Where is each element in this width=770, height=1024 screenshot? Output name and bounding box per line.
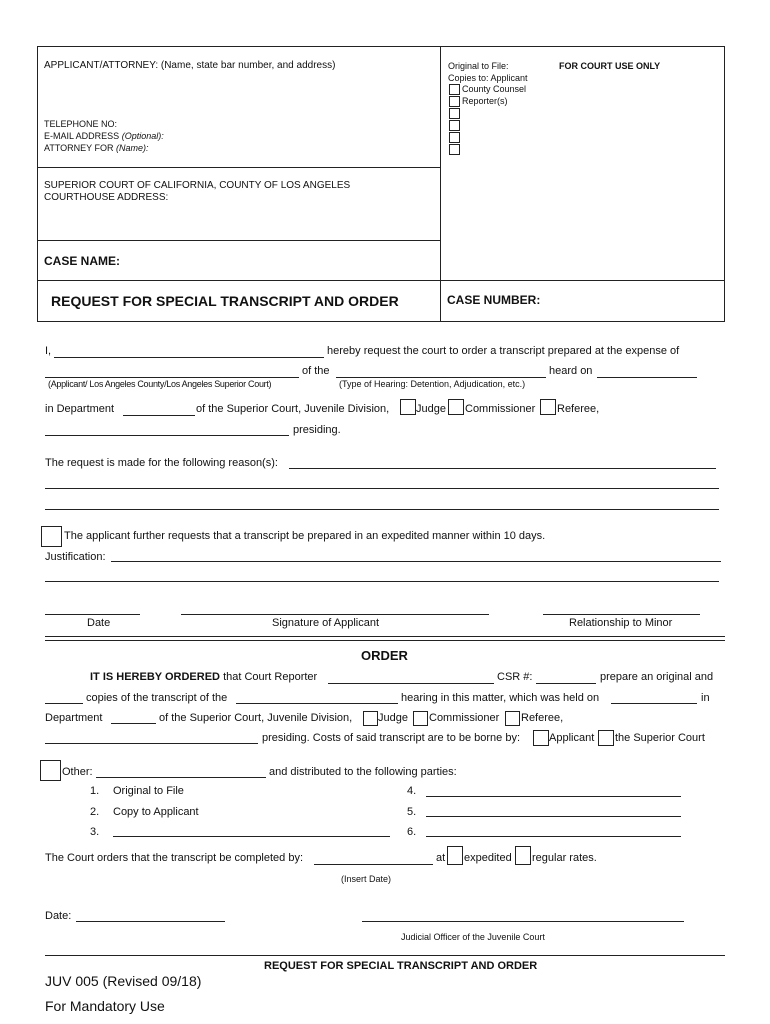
order-presiding-field[interactable] bbox=[45, 743, 258, 744]
case-name-label: CASE NAME: bbox=[44, 254, 121, 268]
csr-label: CSR #: bbox=[497, 671, 533, 683]
presiding-text: presiding. bbox=[293, 424, 341, 436]
costs-superior-court-checkbox[interactable] bbox=[598, 730, 614, 746]
section-divider-bottom bbox=[45, 640, 725, 641]
other-field[interactable] bbox=[96, 777, 266, 778]
header-rule-3 bbox=[37, 280, 725, 281]
justification-label: Justification: bbox=[45, 551, 106, 563]
completed-by-text: The Court orders that the transcript be completed by: bbox=[45, 852, 304, 864]
order-date-field[interactable] bbox=[76, 921, 225, 922]
presiding-officer-field[interactable] bbox=[45, 435, 289, 436]
costs-other-checkbox[interactable] bbox=[40, 760, 61, 781]
copies-of-text: copies of the transcript of the bbox=[86, 692, 228, 704]
date-signature-line[interactable] bbox=[45, 614, 140, 615]
copies-count-field[interactable] bbox=[45, 703, 83, 704]
reason-field-line2[interactable] bbox=[45, 488, 719, 489]
reason-field-line3[interactable] bbox=[45, 509, 719, 510]
court-use-only-label: FOR COURT USE ONLY bbox=[559, 61, 661, 71]
party-1-number: 1. bbox=[90, 785, 100, 797]
relationship-caption: Relationship to Minor bbox=[569, 617, 673, 629]
courthouse-address-label: COURTHOUSE ADDRESS: bbox=[44, 192, 169, 203]
ordered-line bbox=[90, 671, 317, 683]
request-line1-prefix: I, bbox=[45, 345, 52, 357]
that-reporter-text: that Court Reporter bbox=[223, 671, 318, 683]
order-commissioner-label: Commissioner bbox=[429, 712, 500, 724]
section-divider-top bbox=[45, 636, 725, 637]
request-line1-suffix: hereby request the court to order a transcript prepared at the expense of bbox=[327, 345, 680, 357]
order-commissioner-checkbox[interactable] bbox=[413, 711, 428, 726]
department-field[interactable] bbox=[123, 415, 195, 416]
costs-applicant-checkbox[interactable] bbox=[533, 730, 549, 746]
order-department-text: Department bbox=[45, 712, 103, 724]
date-caption: Date bbox=[87, 617, 111, 629]
mandatory-use-text: For Mandatory Use bbox=[45, 998, 165, 1014]
referee-label: Referee, bbox=[557, 403, 600, 415]
form-code: JUV 005 (Revised 09/18) bbox=[45, 973, 202, 989]
hearing-type-field[interactable] bbox=[336, 377, 546, 378]
signature-caption: Signature of Applicant bbox=[272, 617, 380, 629]
order-heading: ORDER bbox=[361, 648, 408, 663]
copy-checkbox-blank[interactable] bbox=[449, 120, 460, 131]
copy-checkbox-blank[interactable] bbox=[449, 132, 460, 143]
applicant-signature-line[interactable] bbox=[181, 614, 489, 615]
telephone-label: TELEPHONE NO: bbox=[44, 119, 118, 129]
heard-on-date-field[interactable] bbox=[597, 377, 697, 378]
party-6-number: 6. bbox=[407, 826, 417, 838]
case-number-label: CASE NUMBER: bbox=[447, 293, 541, 307]
party-3-number: 3. bbox=[90, 826, 100, 838]
expedited-rate-checkbox[interactable] bbox=[447, 846, 463, 865]
reporters-checkbox[interactable] bbox=[449, 96, 460, 107]
county-counsel-checkbox[interactable] bbox=[449, 84, 460, 95]
order-referee-label: Referee, bbox=[521, 712, 564, 724]
order-referee-checkbox[interactable] bbox=[505, 711, 520, 726]
justification-field-line2[interactable] bbox=[45, 581, 719, 582]
costs-applicant-label: Applicant bbox=[549, 732, 595, 744]
reason-label: The request is made for the following reason(s): bbox=[45, 457, 278, 469]
attorney-for-label bbox=[44, 143, 149, 153]
attorney-for-text: ATTORNEY FOR bbox=[44, 143, 114, 153]
commissioner-label: Commissioner bbox=[465, 403, 536, 415]
copy-checkbox-blank[interactable] bbox=[449, 108, 460, 119]
judicial-officer-caption: Judicial Officer of the Juvenile Court bbox=[401, 932, 545, 942]
footer-rule bbox=[45, 955, 725, 956]
email-optional-text: (Optional): bbox=[121, 131, 164, 141]
header-rule-2 bbox=[37, 240, 440, 241]
in-department-text: in Department bbox=[45, 403, 115, 415]
reporters-label: Reporter(s) bbox=[462, 96, 508, 106]
ordered-bold-text: IT IS HEREBY ORDERED bbox=[90, 671, 220, 683]
party-4-number: 4. bbox=[407, 785, 417, 797]
distributed-text: and distributed to the following parties: bbox=[269, 766, 457, 778]
party-5-field[interactable] bbox=[426, 816, 681, 817]
regular-rate-label: regular rates. bbox=[532, 852, 597, 864]
county-counsel-label: County Counsel bbox=[462, 84, 527, 94]
party-3-field[interactable] bbox=[113, 836, 390, 837]
party-5-number: 5. bbox=[407, 806, 417, 818]
prepare-text: prepare an original and bbox=[600, 671, 714, 683]
hearing-matter-text: hearing in this matter, which was held on bbox=[401, 692, 600, 704]
order-hearing-type-field[interactable] bbox=[236, 703, 398, 704]
of-the-text: of the bbox=[302, 365, 330, 377]
order-judge-checkbox[interactable] bbox=[363, 711, 378, 726]
expedited-request-text: The applicant further requests that a transcript be prepared in an expedited manner within 10 days. bbox=[64, 530, 546, 542]
expense-party-field[interactable] bbox=[45, 377, 299, 378]
party-1-text: Original to File bbox=[113, 785, 184, 797]
order-department-field[interactable] bbox=[111, 723, 156, 724]
presiding-costs-text: presiding. Costs of said transcript are to be borne by: bbox=[262, 732, 521, 744]
in-text: in bbox=[701, 692, 710, 704]
order-judge-label: Judge bbox=[378, 712, 408, 724]
judicial-officer-signature-line[interactable] bbox=[362, 921, 684, 922]
judge-label: Judge bbox=[416, 403, 446, 415]
applicant-name-field[interactable] bbox=[54, 357, 324, 358]
reason-field-line1[interactable] bbox=[289, 468, 716, 469]
applicant-attorney-label: APPLICANT/ATTORNEY: (Name, state bar number, and address) bbox=[44, 60, 336, 71]
header-rule-1 bbox=[37, 167, 440, 168]
csr-number-field[interactable] bbox=[536, 683, 596, 684]
regular-rate-checkbox[interactable] bbox=[515, 846, 531, 865]
copy-checkbox-blank[interactable] bbox=[449, 144, 460, 155]
other-label: Other: bbox=[62, 766, 93, 778]
email-label-text: E-MAIL ADDRESS bbox=[44, 131, 120, 141]
insert-date-hint: (Insert Date) bbox=[341, 874, 392, 884]
at-text: at bbox=[436, 852, 446, 864]
costs-superior-court-label: the Superior Court bbox=[615, 732, 705, 744]
referee-checkbox[interactable] bbox=[540, 399, 556, 415]
party-2-text: Copy to Applicant bbox=[113, 806, 199, 818]
expedited-rate-label: expedited bbox=[464, 852, 512, 864]
party-6-field[interactable] bbox=[426, 836, 681, 837]
commissioner-checkbox[interactable] bbox=[448, 399, 464, 415]
expedited-request-checkbox[interactable] bbox=[41, 526, 62, 547]
hearing-type-hint: (Type of Hearing: Detention, Adjudication, etc.) bbox=[339, 379, 526, 389]
completion-date-field[interactable] bbox=[314, 864, 433, 865]
party-2-number: 2. bbox=[90, 806, 100, 818]
justification-field-line1[interactable] bbox=[111, 561, 721, 562]
original-to-file-label: Original to File: bbox=[448, 61, 509, 71]
held-on-date-field[interactable] bbox=[611, 703, 697, 704]
order-superior-court-text: of the Superior Court, Juvenile Division, bbox=[159, 712, 353, 724]
reporter-name-field[interactable] bbox=[328, 683, 494, 684]
request-of-superior-court-text: of the Superior Court, Juvenile Division, bbox=[196, 403, 390, 415]
applicant-hint: (Applicant/ Los Angeles County/Los Angeles Superior Court) bbox=[48, 379, 272, 389]
relationship-signature-line[interactable] bbox=[543, 614, 700, 615]
email-label bbox=[44, 131, 164, 141]
court-name: SUPERIOR COURT OF CALIFORNIA, COUNTY OF LOS ANGELES bbox=[44, 180, 351, 191]
judge-checkbox[interactable] bbox=[400, 399, 416, 415]
copies-to-applicant-label: Copies to: Applicant bbox=[448, 73, 528, 83]
footer-title: REQUEST FOR SPECIAL TRANSCRIPT AND ORDER bbox=[264, 960, 538, 972]
form-title: REQUEST FOR SPECIAL TRANSCRIPT AND ORDER bbox=[51, 293, 399, 309]
heard-on-text: heard on bbox=[549, 365, 593, 377]
attorney-for-name-text: (Name): bbox=[116, 143, 149, 153]
order-date-label: Date: bbox=[45, 910, 72, 922]
party-4-field[interactable] bbox=[426, 796, 681, 797]
